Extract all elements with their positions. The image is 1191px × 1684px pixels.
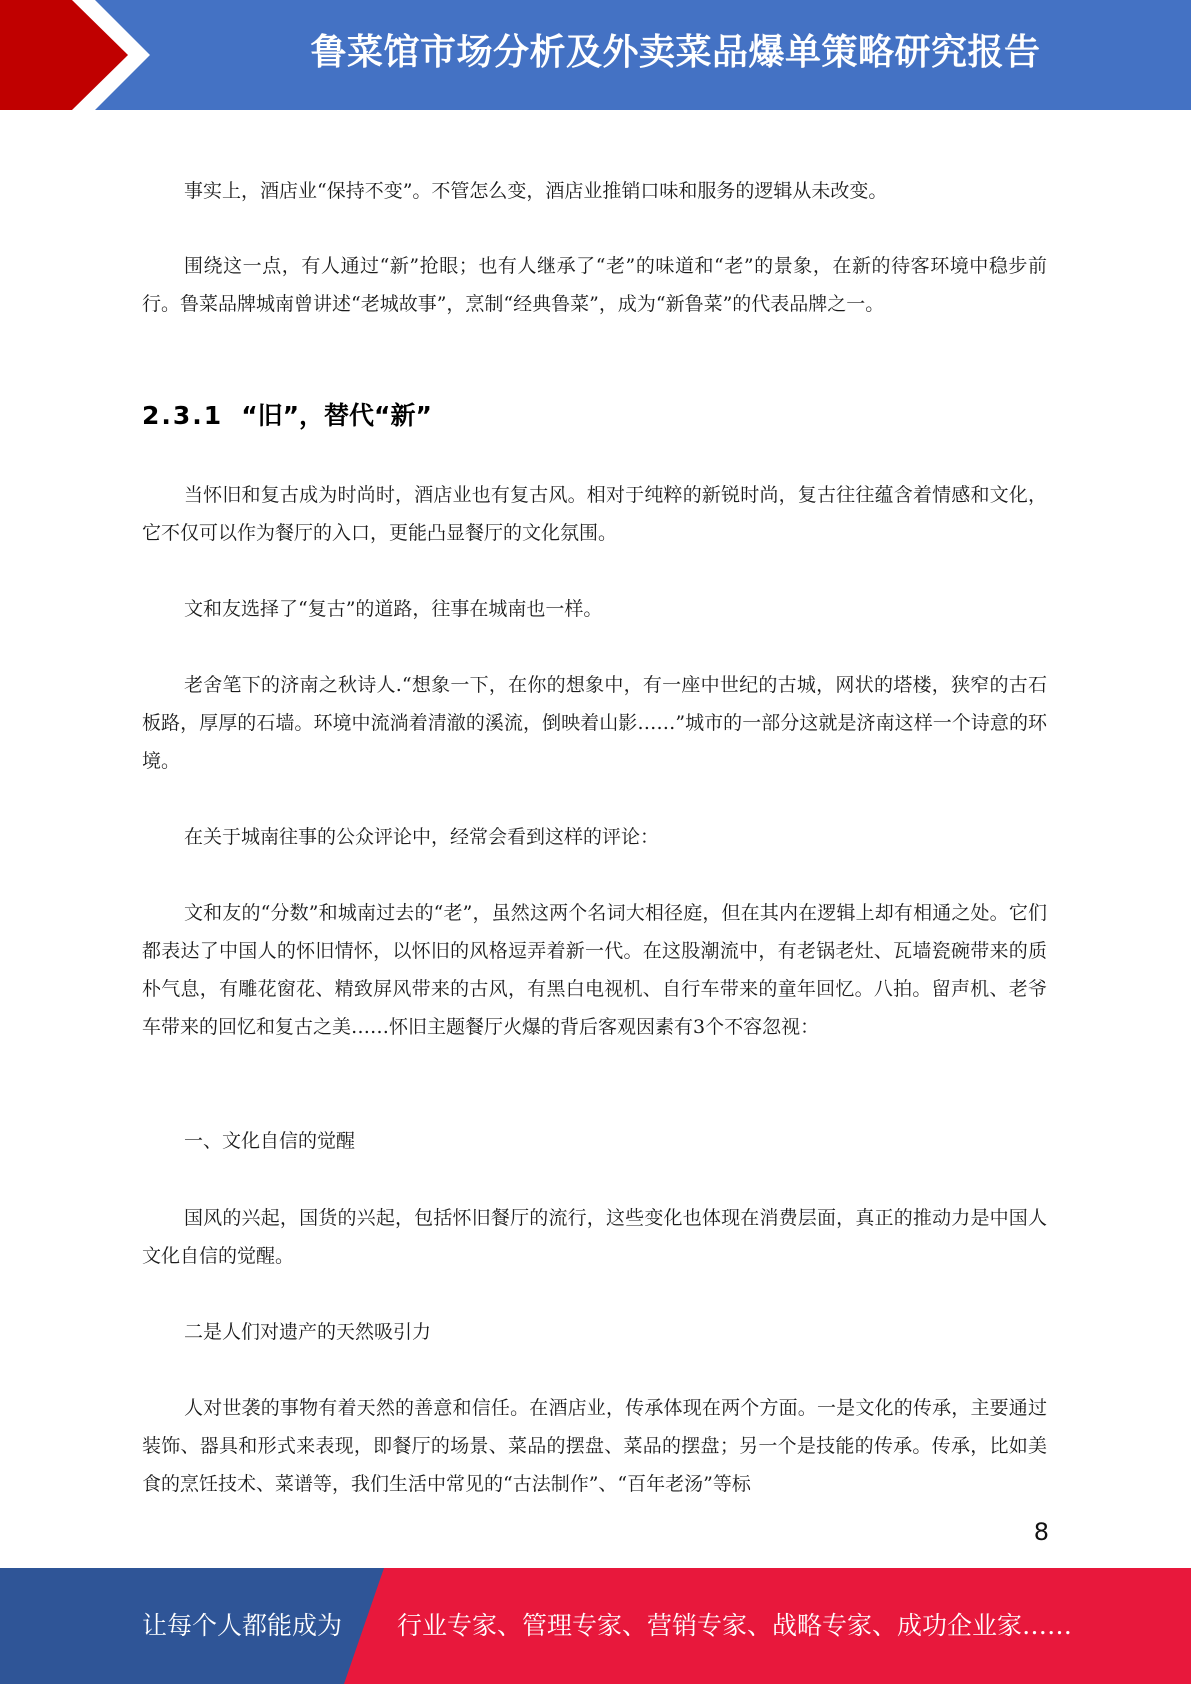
footer-slogan-left: 让每个人都能成为 bbox=[142, 1611, 343, 1640]
body-paragraph-8: 一、文化自信的觉醒 bbox=[184, 1130, 356, 1152]
body-paragraph-6: 在关于城南往事的公众评论中，经常会看到这样的评论： bbox=[184, 826, 660, 848]
body-paragraph-2: 围绕这一点，有人通过“新”抢眼；也有人继承了“老”的味道和“老”的景象，在新的待客环境中稳步前行。鲁菜品牌城南曾讲述“老城故事”，烹制“经典鲁菜”，成为“新鲁菜”的代表品牌之一。 bbox=[142, 255, 1047, 315]
body-paragraph-11: 人对世袭的事物有着天然的善意和信任。在酒店业，传承体现在两个方面。一是文化的传承，主要通过装饰、器具和形式来表现，即餐厅的场景、菜品的摆盘、菜品的摆盘；另一个是技能的传承。传承，比如美食的烹饪技术、菜谱等，我们生活中常见的“古法制作”、“百年老汤”等标 bbox=[142, 1397, 1047, 1495]
body-paragraph-9: 国风的兴起，国货的兴起，包括怀旧餐厅的流行，这些变化也体现在消费层面，真正的推动力是中国人文化自信的觉醒。 bbox=[142, 1207, 1047, 1267]
page-number: 8 bbox=[1033, 1518, 1049, 1546]
report-title: 鲁菜馆市场分析及外卖菜品爆单策略研究报告 bbox=[310, 32, 1041, 73]
section-heading bbox=[142, 396, 1047, 436]
section-number: 2.3.1 bbox=[142, 401, 224, 430]
body-paragraph-3: 当怀旧和复古成为时尚时，酒店业也有复古风。相对于纯粹的新锐时尚，复古往往蕴含着情感和文化，它不仅可以作为餐厅的入口，更能凸显餐厅的文化氛围。 bbox=[142, 484, 1047, 544]
body-paragraph-5: 老舍笔下的济南之秋诗人.“想象一下，在你的想象中，有一座中世纪的古城，网状的塔楼，狭窄的古石板路，厚厚的石墙。环境中流淌着清澈的溪流，倒映着山影……”城市的一部分这就是济南这样一个诗意的环境。 bbox=[142, 674, 1047, 772]
body-paragraph-4: 文和友选择了“复古”的道路，往事在城南也一样。 bbox=[184, 598, 603, 620]
body-paragraph-1: 事实上，酒店业“保持不变”。不管怎么变，酒店业推销口味和服务的逻辑从未改变。 bbox=[184, 180, 888, 202]
page-footer bbox=[0, 1568, 1191, 1684]
body-paragraph-7: 文和友的“分数”和城南过去的“老”，虽然这两个名词大相径庭，但在其内在逻辑上却有相通之处。它们都表达了中国人的怀旧情怀，以怀旧的风格逗弄着新一代。在这股潮流中，有老锅老灶、瓦墙瓷碗带来的质朴气息，有雕花窗花、精致屏风带来的古风，有黑白电视机、自行车带来的童年回忆。八拍。留声机、老爷车带来的回忆和复古之美……怀旧主题餐厅火爆的背后客观因素有3个不容忽视： bbox=[142, 902, 1047, 1038]
body-paragraph-10: 二是人们对遗产的天然吸引力 bbox=[184, 1321, 432, 1343]
page-header bbox=[0, 0, 1191, 110]
section-title: “旧”，替代“新” bbox=[241, 401, 432, 430]
footer-slogan-right: 行业专家、管理专家、营销专家、战略专家、成功企业家…… bbox=[397, 1611, 1073, 1640]
